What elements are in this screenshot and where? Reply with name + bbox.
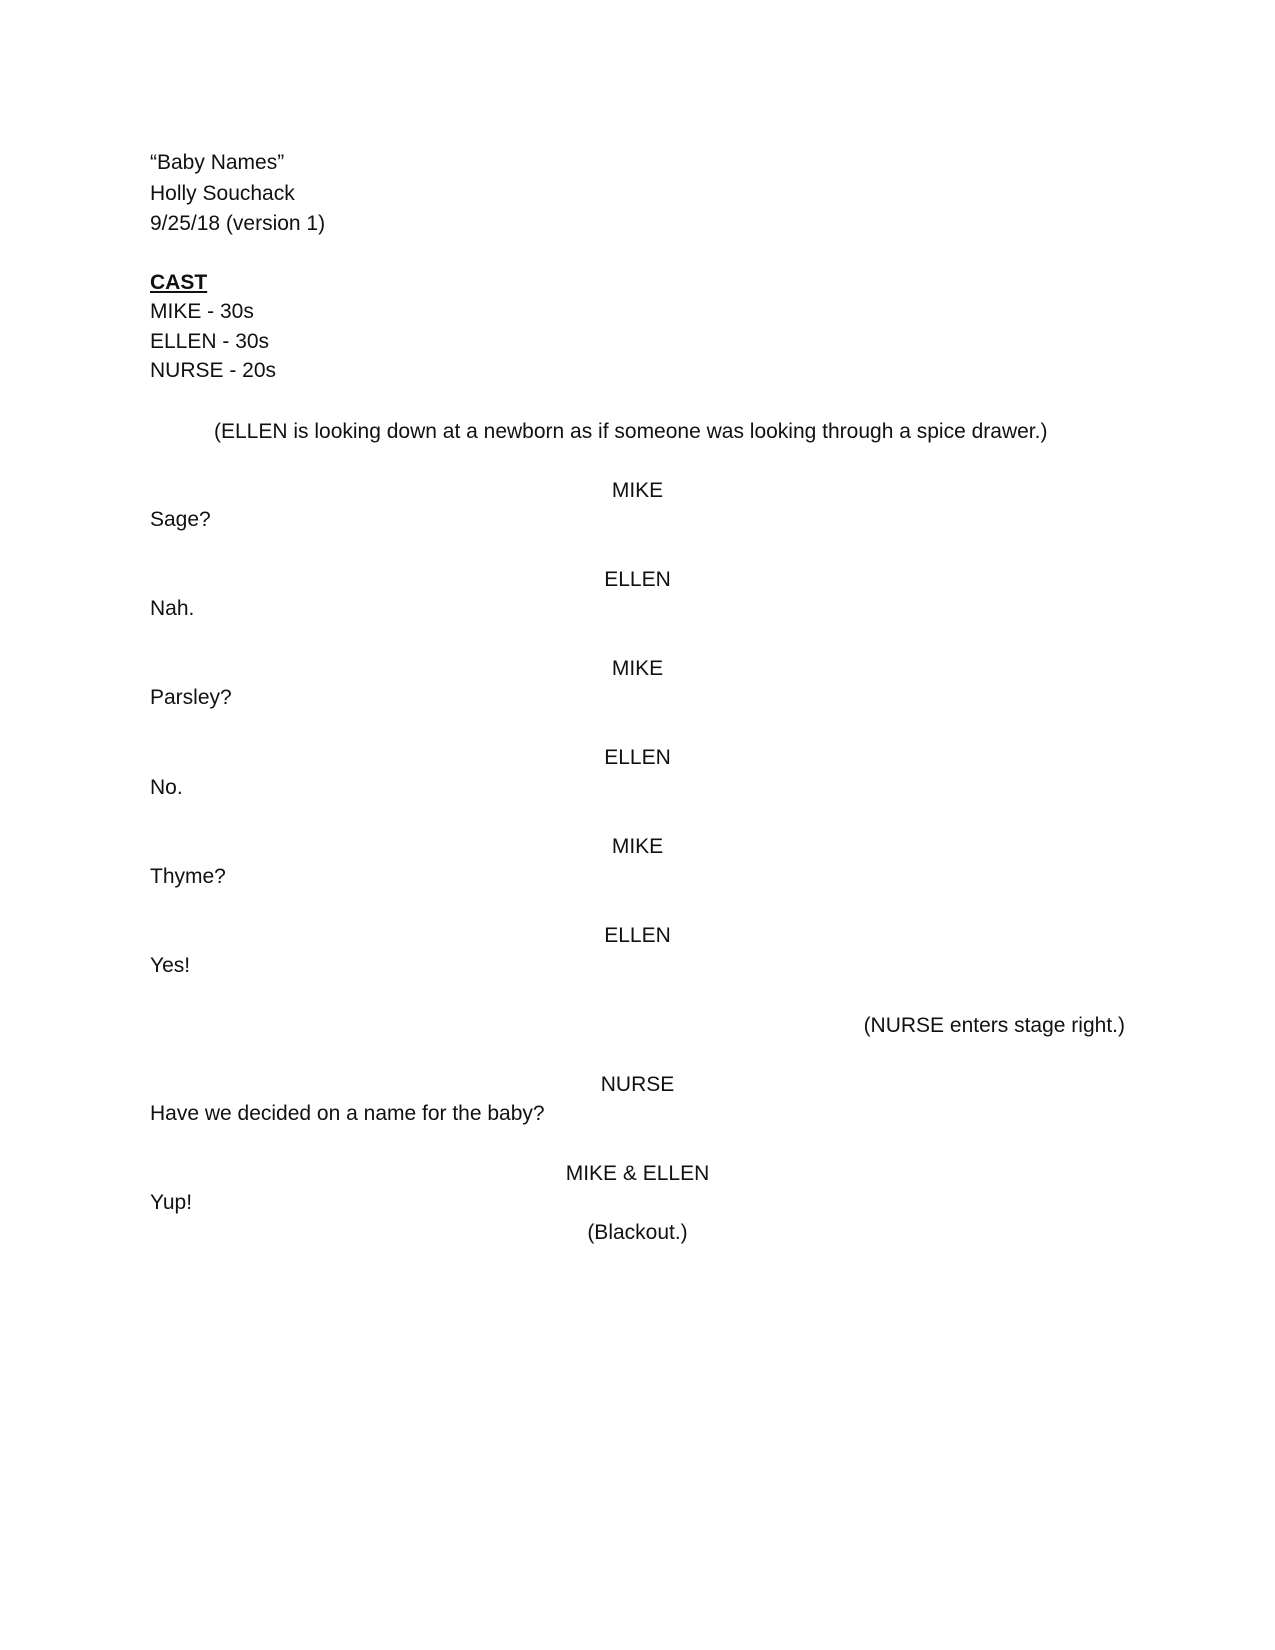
play-title: “Baby Names”	[150, 151, 285, 174]
character-name: ELLEN	[604, 746, 671, 769]
character-name: MIKE	[611, 657, 664, 680]
dialogue-line: Thyme?	[150, 865, 226, 888]
version-date: 9/25/18 (version 1)	[150, 212, 326, 235]
character-name: NURSE	[600, 1073, 675, 1096]
cast-member: NURSE - 20s	[150, 359, 277, 382]
dialogue-line: Yes!	[150, 954, 191, 977]
stage-direction-opening: (ELLEN is looking down at a newborn as if someone was looking through a spice drawer.)	[214, 420, 1048, 443]
character-name: MIKE	[611, 835, 664, 858]
dialogue-line: Yup!	[150, 1191, 193, 1214]
cast-heading: CAST	[150, 271, 208, 294]
cast-member: MIKE - 30s	[150, 300, 254, 323]
cast-member: ELLEN - 30s	[150, 330, 270, 353]
dialogue-line: No.	[150, 776, 183, 799]
stage-direction-closing: (Blackout.)	[587, 1221, 688, 1244]
dialogue-line: Parsley?	[150, 686, 232, 709]
dialogue-line: Sage?	[150, 508, 211, 531]
character-name: MIKE & ELLEN	[565, 1162, 710, 1185]
character-name: ELLEN	[604, 924, 671, 947]
character-name: ELLEN	[604, 568, 671, 591]
stage-direction-entrance: (NURSE enters stage right.)	[863, 1014, 1125, 1037]
author-name: Holly Souchack	[150, 182, 295, 205]
dialogue-line: Have we decided on a name for the baby?	[150, 1102, 545, 1125]
character-name: MIKE	[611, 479, 664, 502]
dialogue-line: Nah.	[150, 597, 195, 620]
